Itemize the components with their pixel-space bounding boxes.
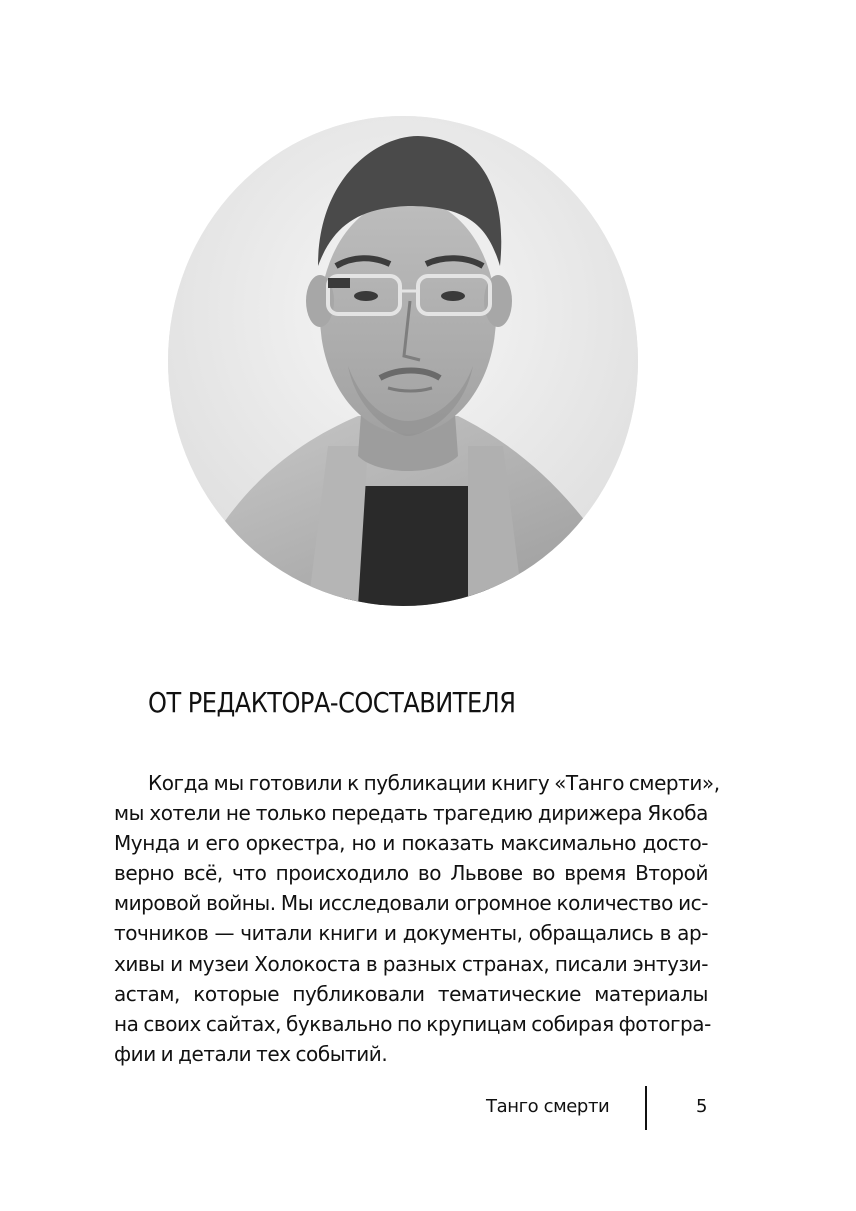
body-line: фии и детали тех событий. <box>114 1041 388 1066</box>
body-line: Мунда и его оркестра, но и показать максимально досто- <box>114 831 708 856</box>
body-line: астам, которые публиковали тематические материалы <box>114 981 708 1006</box>
running-title: Танго смерти <box>486 1096 610 1117</box>
body-paragraph <box>114 768 720 1069</box>
editor-portrait-photo <box>168 116 638 606</box>
section-heading: ОТ РЕДАКТОРА-СОСТАВИТЕЛЯ <box>148 686 516 719</box>
body-line: мировой войны. Мы исследовали огромное количество ис- <box>114 891 708 916</box>
page-number: 5 <box>696 1096 708 1117</box>
body-line: на своих сайтах, буквально по крупицам собирая фотогра- <box>114 1011 711 1036</box>
body-line: верно всё, что происходило во Львове во время Второй <box>114 861 708 886</box>
footer-divider <box>645 1086 647 1130</box>
body-line: Когда мы готовили к публикации книгу «Танго смерти», <box>148 771 720 795</box>
body-line: точников — читали книги и документы, обращались в ар- <box>114 921 708 946</box>
body-line: мы хотели не только передать трагедию дирижера Якоба <box>114 801 708 826</box>
body-line: хивы и музеи Холокоста в разных странах, писали энтузи- <box>114 951 708 976</box>
